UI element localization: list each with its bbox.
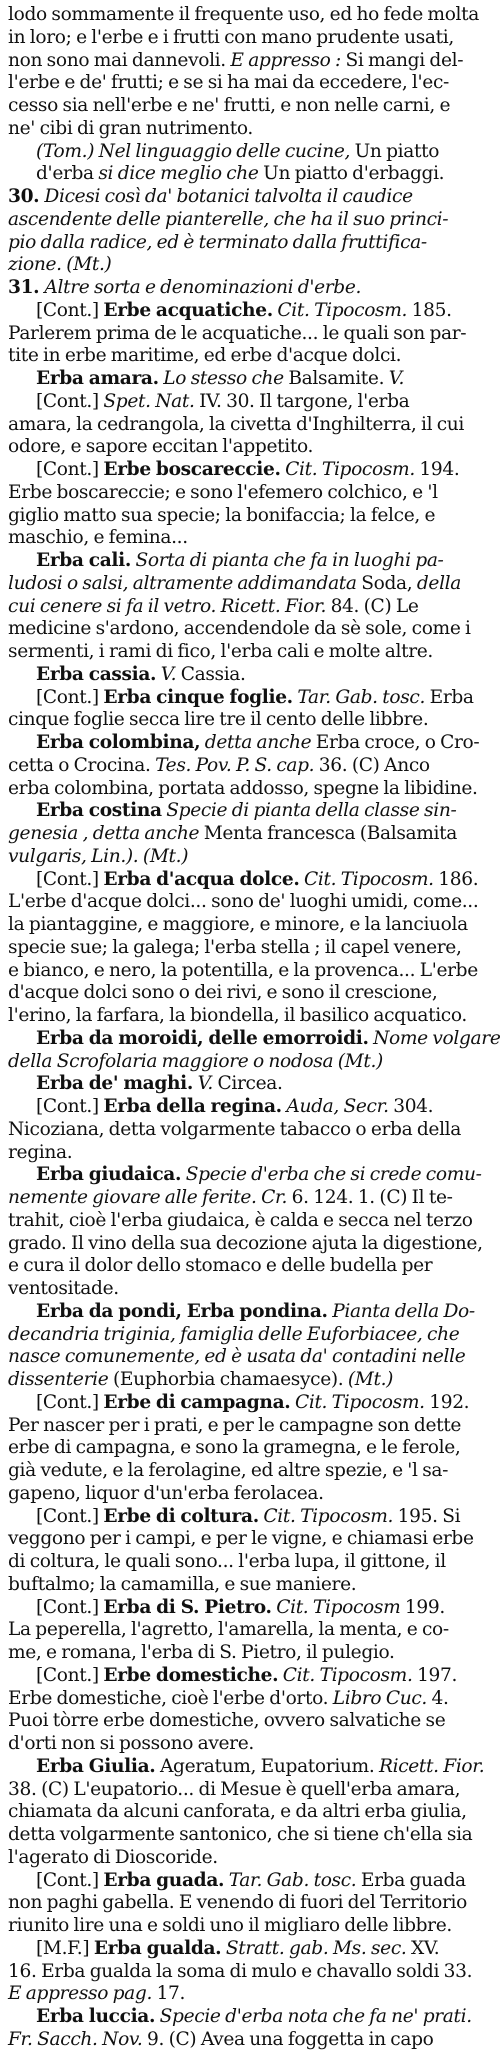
italic-text: Spet. Nat. <box>103 390 195 412</box>
text-run: 9. (C) Avea una foggetta in capo <box>142 2028 434 2050</box>
text-line <box>8 959 478 983</box>
text-line <box>8 1027 500 1051</box>
text-line <box>8 800 459 823</box>
text-line <box>8 391 459 414</box>
text-run: trahit, cioè l'erba giudaica, è calda e secca nel terzo <box>8 1209 473 1231</box>
text-line <box>8 163 459 186</box>
text-line <box>8 1096 459 1119</box>
text-line <box>8 49 464 73</box>
text-run: [Cont.] <box>36 459 104 480</box>
text-line <box>8 936 462 960</box>
headword: Erba amara. <box>36 368 159 389</box>
text-run: La peperella, l'agretto, l'amarella, la menta, e co- <box>8 1619 449 1641</box>
text-line <box>8 300 459 323</box>
text-run: [Cont.] <box>36 1596 104 1618</box>
text-line <box>8 1437 459 1460</box>
headword: Erba da pondi, Erba pondina. <box>36 1300 328 1322</box>
headword: 30. <box>8 186 45 207</box>
text-line <box>8 1915 459 1938</box>
italic-text: genesia , detta anche <box>8 823 200 844</box>
italic-text: Specie d'erba nota che fa ne' prati. <box>155 2006 472 2027</box>
italic-text: Cit. Tipocosm. <box>299 868 434 890</box>
text-run: ventositade. <box>8 1278 119 1299</box>
italic-text: Sorta di pianta che fa in luoghi pa- <box>130 550 444 571</box>
text-line <box>8 686 474 710</box>
text-line <box>8 232 459 255</box>
text-line <box>8 664 459 687</box>
italic-text: Ricett. Fior. <box>378 1755 485 1777</box>
italic-text: Nome volgare <box>368 1027 500 1049</box>
text-run: l'erbe e de' frutti; e se si ha mai da eccedere, l'ec- <box>8 72 449 94</box>
italic-text: Cit. Tipocosm. <box>290 1391 425 1413</box>
italic-text: detta anche <box>200 732 312 753</box>
text-run: 84. (C) Le <box>326 595 419 617</box>
text-line <box>8 618 471 641</box>
text-line <box>8 368 459 391</box>
text-run: chiamata da alcuni canforata, e da altri erba giulia, <box>8 1801 467 1823</box>
text-run: Puoi tòrre erbe domestiche, ovvero salvatiche se <box>8 1710 446 1732</box>
text-line <box>8 755 459 778</box>
text-run: 185. <box>407 299 452 321</box>
text-line <box>8 4 480 27</box>
text-run: [Cont.] <box>36 1391 104 1413</box>
text-line <box>8 1528 474 1551</box>
text-line <box>8 2029 459 2052</box>
text-line <box>8 1960 473 1984</box>
text-run: [Cont.] <box>36 868 104 890</box>
text-line <box>8 527 459 550</box>
text-line <box>8 1232 483 1256</box>
text-line <box>8 413 465 437</box>
text-line <box>8 1710 459 1733</box>
text-line <box>8 1255 459 1278</box>
text-line <box>8 550 459 573</box>
text-run: lodo sommamente il frequente uso, ed ho fede molta <box>8 4 480 25</box>
text-run: L'erbe d'acque dolci... sono de' luoghi umidi, come... <box>8 891 479 913</box>
text-line <box>8 1300 475 1324</box>
text-run: medicine s'ardono, accendendole da sè sole, come i <box>8 618 471 640</box>
text-run: (Euphorbia chamaesyce). <box>108 1369 348 1390</box>
italic-text: Stratt. gab. Ms. sec. <box>221 1937 407 1959</box>
headword: 31. <box>8 277 45 298</box>
text-run: 199. <box>400 1596 445 1618</box>
italic-text: della Scrofolaria maggiore o nodosa (Mt.) <box>8 1050 383 1072</box>
italic-text: Altre sorta e denominazioni d'erbe. <box>44 277 362 298</box>
text-line <box>8 1983 459 2006</box>
headword: Erba cali. <box>36 550 131 571</box>
text-run: d'acque dolci sono o dei rivi, e sono il crescione, <box>8 982 438 1004</box>
italic-text: E appresso : <box>230 49 341 71</box>
text-line <box>8 1779 459 1802</box>
text-run: Parlerem prima de le acquatiche... le quali son par- <box>8 322 467 344</box>
headword: Erbe boscareccie. <box>103 459 281 480</box>
italic-text: ludosi o salsi, altramente addimandata <box>8 572 357 594</box>
text-line <box>8 732 480 755</box>
text-line <box>8 1506 459 1529</box>
text-line <box>8 1415 459 1438</box>
headword: Erbe di campagna. <box>103 1391 291 1413</box>
text-line <box>8 1278 459 1301</box>
text-run: 38. (C) L'eupatorio... di Mesue è quell'erba amara, <box>8 1778 461 1800</box>
text-line <box>8 254 459 277</box>
text-run: erbe di campagna, e sono la gramegna, e le ferole, <box>8 1437 461 1459</box>
text-run: Erbe domestiche, cioè l'erbe d'orto. <box>8 1687 333 1709</box>
text-line <box>8 1051 459 1074</box>
headword: Erba colombina, <box>36 732 201 753</box>
text-line <box>8 1665 459 1688</box>
text-line <box>8 1483 459 1506</box>
text-line <box>8 1187 459 1210</box>
text-run: di coltura, le quali sono... l'erba lupa, il gittone, il <box>8 1551 446 1572</box>
text-run: Circea. <box>212 1073 283 1095</box>
text-line <box>8 1619 459 1642</box>
text-run: Si mangi del- <box>340 49 464 71</box>
headword: Erba gualda. <box>93 1937 222 1959</box>
italic-text: Libro Cuc. <box>332 1687 427 1709</box>
text-run: 195. Si <box>393 1505 461 1527</box>
headword: Erba da moroidi, delle emorroidi. <box>36 1027 369 1049</box>
text-run: Per nascer per i prati, e per le campagne son dette <box>8 1414 461 1436</box>
text-line <box>8 436 459 459</box>
text-run: e bianco, e nero, la potentilla, e la provenca... L'erbe <box>8 959 478 981</box>
italic-text: E appresso pag. <box>8 1983 153 2005</box>
text-line <box>8 641 459 664</box>
italic-text: Specie d'erba che si crede comu- <box>181 1164 482 1186</box>
italic-text: V. <box>388 368 405 389</box>
text-run: 36. (C) Anco <box>314 754 430 776</box>
italic-text: nasce comunemente, ed è usata da' contadini nelle <box>8 1346 466 1368</box>
text-line <box>8 72 459 95</box>
italic-text: cui cenere si fa il vetro. Ricett. Fior. <box>8 595 327 617</box>
text-line <box>8 1164 482 1187</box>
text-run: buftalmo; la camamilla, e sue maniere. <box>8 1573 357 1595</box>
text-run: 194. <box>414 459 460 480</box>
text-line <box>8 1551 459 1574</box>
text-run: [Cont.] <box>36 1096 104 1117</box>
italic-text: si dice meglio che <box>98 163 259 185</box>
italic-text: Auda, Secr. <box>281 1096 389 1117</box>
italic-text: Cit. Tipocosm. <box>278 1664 413 1686</box>
text-line <box>8 846 459 869</box>
text-run: IV. 30. Il targone, l'erba <box>194 390 410 412</box>
text-run: e cura il dolor dello stomaco e delle budella per <box>8 1255 433 1277</box>
text-line <box>8 1688 459 1711</box>
text-run: ne' cibi di gran nutrimento. <box>8 117 253 139</box>
text-run: cetta o Crocina. <box>8 754 156 776</box>
italic-text: Dicesi così da' botanici talvolta il caudice <box>44 186 413 207</box>
text-run: [Cont.] <box>36 686 104 708</box>
text-run: odore, e sapore eccitan l'appetito. <box>8 436 314 458</box>
text-run: me, e romana, l'erba di S. Pietro, il pulegio. <box>8 1642 395 1663</box>
italic-text: della <box>416 572 461 594</box>
headword: Erba d'acqua dolce. <box>103 868 300 890</box>
text-run: Menta francesca (Balsamita <box>199 823 457 844</box>
text-run: veggono per i campi, e per le vigne, e chiamasi erbe <box>8 1528 474 1550</box>
text-line <box>8 1869 466 1893</box>
text-run: maschio, e femina... <box>8 527 188 549</box>
text-run: 197. <box>412 1664 458 1686</box>
headword: Erba guada. <box>103 1869 225 1891</box>
text-run: 304. <box>388 1096 434 1117</box>
text-run: Cassia. <box>176 663 246 685</box>
text-line <box>8 1460 459 1483</box>
headword: Erba luccia. <box>36 2006 156 2027</box>
text-run: [M.F.] <box>36 1937 94 1959</box>
text-run: erba colombina, portata addosso, spegne la libidine. <box>8 777 478 799</box>
italic-text: Tar. Gab. tosc. <box>224 1869 357 1891</box>
text-line <box>8 1733 459 1756</box>
text-run: giglio matto sua specie; la bonifaccia; la felce, e <box>8 504 436 526</box>
italic-text: Pianta della Do- <box>327 1300 475 1322</box>
text-line <box>8 27 459 50</box>
headword: Erba de' maghi. <box>36 1073 194 1095</box>
text-line <box>8 1209 473 1233</box>
text-line <box>8 982 459 1005</box>
text-run: 6. 124. 1. (C) Il te- <box>287 1187 453 1208</box>
text-run: [Cont.] <box>36 299 104 321</box>
text-run: Soda, <box>356 572 417 594</box>
headword: Erba cinque foglie. <box>103 686 293 708</box>
text-line <box>8 1005 467 1028</box>
text-line <box>8 1892 467 1915</box>
text-run: Un piatto <box>350 140 440 162</box>
text-line <box>8 868 479 892</box>
text-line <box>8 322 467 346</box>
headword: Erba di S. Pietro. <box>103 1596 272 1618</box>
text-run: l'erino, la farfara, la biondella, il basilico acquatico. <box>8 1005 467 1026</box>
text-line <box>8 1755 485 1779</box>
text-line <box>8 777 478 801</box>
italic-text: zione. (Mt.) <box>8 254 112 276</box>
text-run: [Cont.] <box>36 1869 104 1891</box>
text-run: grado. Il vino della sua decozione ajuta la digestione, <box>8 1232 483 1254</box>
italic-text: dissenterie <box>8 1369 109 1390</box>
italic-text: Cit. Tipocosm <box>271 1596 401 1618</box>
text-line <box>8 482 459 505</box>
text-run: gapeno, liquor d'un'erba ferolacea. <box>8 1482 324 1504</box>
text-run: Un piatto d'erbaggi. <box>258 163 445 185</box>
italic-text: pio dalla radice, ed è terminato dalla fruttifica- <box>8 231 427 253</box>
headword: Erbe acquatiche. <box>103 299 273 321</box>
text-run: XV. <box>406 1937 440 1959</box>
text-run: già vedute, e la ferolagine, ed altre spezie, e 'l sa- <box>8 1460 449 1481</box>
text-run: [Cont.] <box>36 390 104 412</box>
italic-text: Cit. Tipocosm. <box>258 1505 394 1527</box>
text-line <box>8 1642 459 1665</box>
italic-text: Cit. Tipocosm. <box>280 459 415 480</box>
text-line <box>8 505 459 528</box>
text-line <box>8 1324 459 1347</box>
text-run: l'agerato di Dioscoride. <box>8 1846 218 1868</box>
text-line <box>8 709 459 732</box>
text-run: 17. <box>152 1983 186 2005</box>
text-line <box>8 1824 473 1847</box>
text-run: specie sue; la galega; l'erba stella ; il capel venere, <box>8 936 462 958</box>
italic-text: decandria triginia, famiglia delle Euforbiacee, che <box>8 1323 460 1345</box>
text-line <box>8 1847 459 1870</box>
headword: Erba costina <box>36 800 162 822</box>
text-run: d'orti non si possono avere. <box>8 1733 254 1754</box>
italic-text: Lo stesso che <box>158 368 284 389</box>
text-run: in loro; e l'erbe e i frutti con mano prudente usati, <box>8 26 454 48</box>
headword: Erbe di coltura. <box>103 1505 259 1527</box>
text-line <box>8 1142 459 1165</box>
headword: Erbe domestiche. <box>103 1664 279 1686</box>
italic-text: V. <box>193 1073 213 1095</box>
italic-text: Tar. Gab. tosc. <box>292 686 426 708</box>
text-run: 4. <box>426 1687 449 1709</box>
text-line <box>8 141 459 164</box>
text-run: detta volgarmente santonico, che si tiene ch'ella sia <box>8 1824 473 1845</box>
text-run: Erba croce, o Cro- <box>311 732 480 753</box>
italic-text: ascendente delle pianterelle, che ha il suo princi- <box>8 208 449 230</box>
text-run: 16. Erba gualda la soma di mulo e chavallo soldi 33. <box>8 1960 473 1982</box>
text-run: Erbe boscareccie; e sono l'efemero colchico, e 'l <box>8 481 438 503</box>
text-line <box>8 118 459 141</box>
text-run: [Cont.] <box>36 1664 104 1686</box>
text-line <box>8 1118 462 1142</box>
text-line <box>8 186 459 209</box>
text-run: amara, la cedrangola, la civetta d'Inghilterra, il cui <box>8 413 465 435</box>
headword: Erba cassia. <box>36 663 157 685</box>
text-line <box>8 1391 470 1415</box>
text-run: 186. <box>433 868 479 890</box>
text-line <box>8 345 459 368</box>
italic-text: Cit. Tipocosm. <box>272 299 408 321</box>
text-line <box>8 596 459 619</box>
text-line <box>8 823 459 846</box>
text-line <box>8 1801 467 1824</box>
text-line <box>8 1938 459 1961</box>
text-run: 192. <box>424 1391 470 1413</box>
italic-text: Specie di pianta della classe sin- <box>161 800 457 822</box>
text-line <box>8 1369 459 1392</box>
text-run: cesso sia nell'erbe e ne' frutti, e non nelle carni, e <box>8 95 451 116</box>
text-run: tite in erbe maritime, ed erbe d'acque dolci. <box>8 345 402 367</box>
headword: Erba giudaica. <box>36 1164 182 1186</box>
italic-text: nemente giovare alle ferite. Cr. <box>8 1187 288 1208</box>
text-run: la piantaggine, e maggiore, e minore, e la lanciuola <box>8 914 468 935</box>
text-line <box>8 1574 459 1597</box>
text-line <box>8 1073 459 1096</box>
text-line <box>8 1597 459 1620</box>
text-line <box>8 95 459 118</box>
text-run: riunito lire una e soldi uno il migliaro delle libbre. <box>8 1915 452 1936</box>
text-run: non sono mai dannevoli. <box>8 49 231 71</box>
italic-text: Fr. Sacch. Nov. <box>8 2028 143 2050</box>
text-run: Erba <box>425 686 474 708</box>
text-line <box>8 573 459 596</box>
text-run: regina. <box>8 1141 73 1163</box>
text-run: sermenti, i rami di fico, l'erba cali e molte altre. <box>8 641 433 662</box>
text-line <box>8 459 459 482</box>
text-line <box>8 914 468 937</box>
text-line <box>8 1346 466 1369</box>
text-run: cinque foglie secca lire tre il cento delle libbre. <box>8 709 429 731</box>
italic-text: Tes. Pov. P. S. cap. <box>155 754 315 776</box>
italic-text: vulgaris, Lin.). (Mt.) <box>8 845 189 867</box>
text-run: [Cont.] <box>36 1505 104 1527</box>
text-run: Nicoziana, detta volgarmente tabacco o erba della <box>8 1118 462 1140</box>
italic-text: (Tom.) Nel linguaggio delle cucine, <box>36 140 351 162</box>
headword: Erba della regina. <box>103 1096 282 1117</box>
text-run: non paghi gabella. E venendo di fuori del Territorio <box>8 1892 467 1914</box>
text-run: Balsamite. <box>283 368 389 389</box>
italic-text: (Mt.) <box>347 1369 394 1390</box>
headword: Erba Giulia. <box>36 1755 156 1777</box>
text-line <box>8 891 479 914</box>
text-line <box>8 277 459 300</box>
text-line <box>8 2006 472 2029</box>
text-run: d'erba <box>36 163 99 185</box>
text-line <box>8 209 459 232</box>
italic-text: V. <box>156 663 177 685</box>
text-run: Erba guada <box>356 1869 466 1891</box>
text-run: Ageratum, Eupatorium. <box>155 1755 379 1777</box>
